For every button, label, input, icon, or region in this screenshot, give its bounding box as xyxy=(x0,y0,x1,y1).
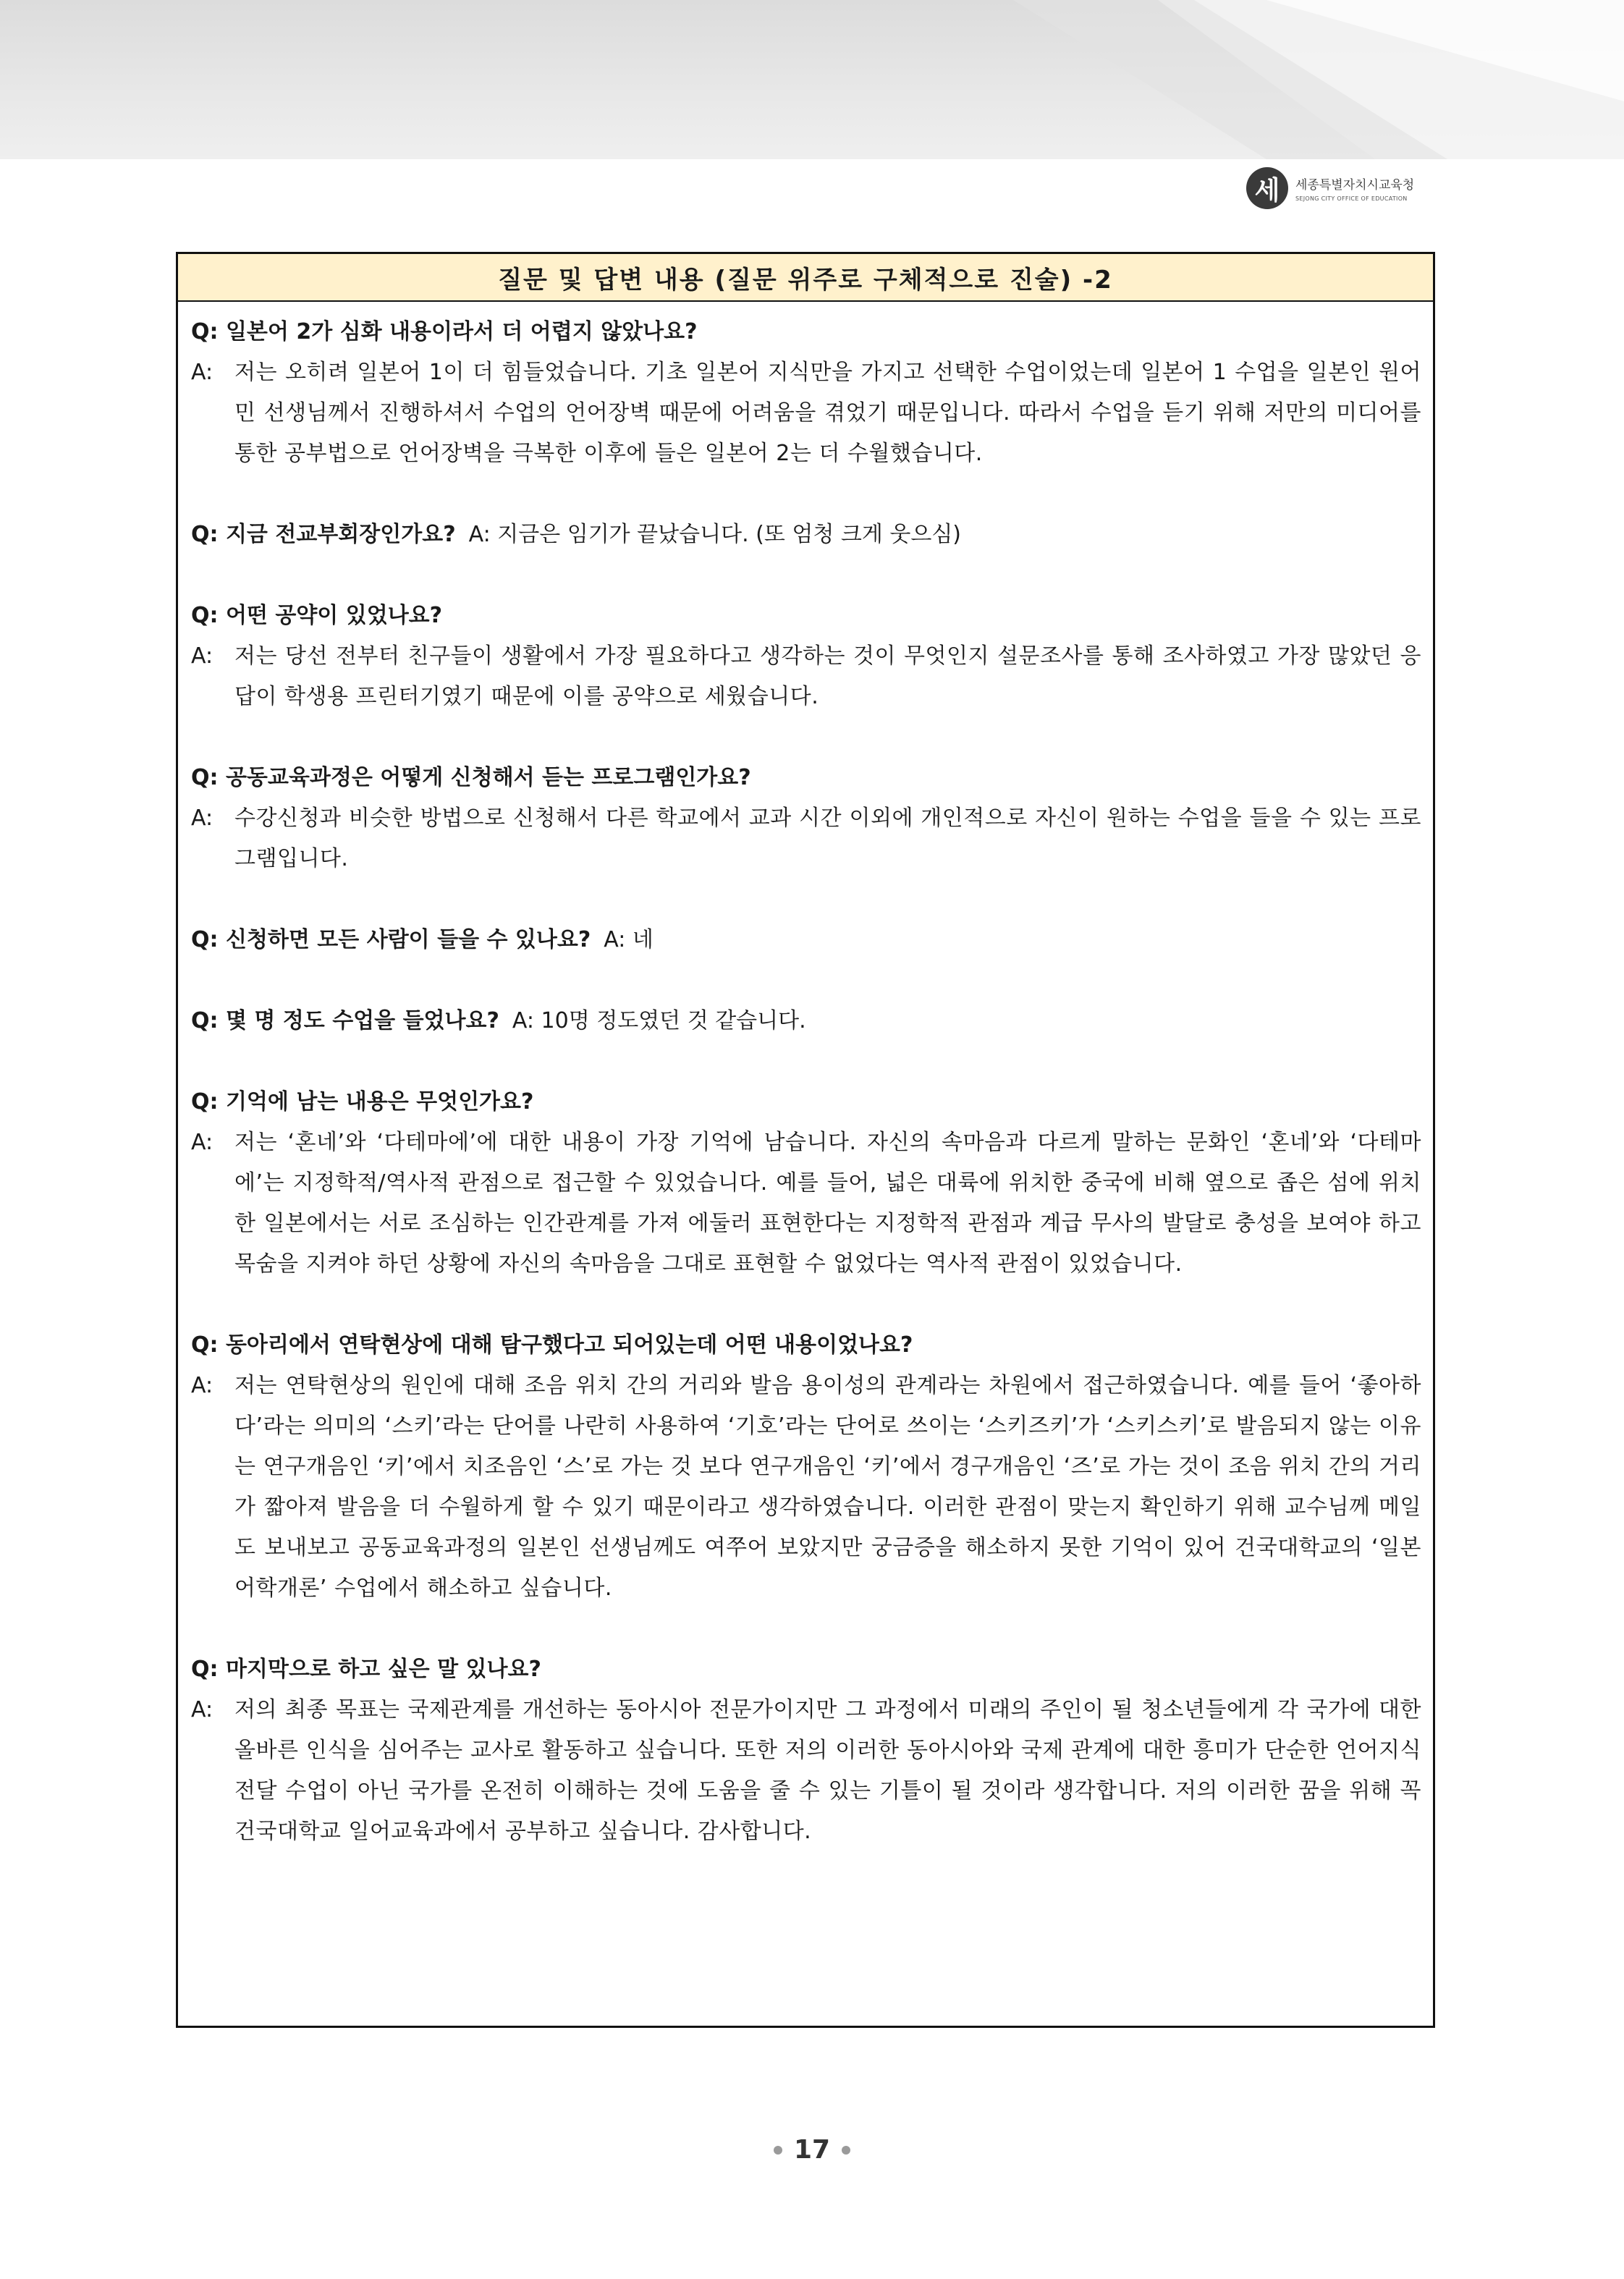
office-emblem-icon: 세 xyxy=(1246,167,1288,209)
answer-prefix: A: xyxy=(191,1373,213,1398)
qa-item xyxy=(191,1649,1421,1852)
office-logo xyxy=(1246,166,1414,210)
answer-text: 저는 당선 전부터 친구들이 생활에서 가장 필요하다고 생각하는 것이 무엇인지 설문조사를 통해 조사하였고 가장 많았던 응답이 학생용 프린터기였기 때문에 이를 공약으로 세웠습니다. xyxy=(234,643,1421,709)
page-number-text: 17 xyxy=(793,2135,831,2165)
answer-text: 저는 오히려 일본어 1이 더 힘들었습니다. 기초 일본어 지식만을 가지고 선택한 수업이었는데 일본어 1 수업을 일본인 원어민 선생님께서 진행하셔서 수업의 언어장벽 때문에 어려움을 겪었기 때문입니다. 따라서 수업을 듣기 위해 저만의 미디어를 통한 공부법으로 언어장벽을 극복한 이후에 들은 일본어 2는 더 수월했습니다. xyxy=(234,360,1421,466)
question-with-inline-answer xyxy=(191,1001,1421,1041)
answer xyxy=(191,798,1421,879)
logo-korean-text: 세종특별자치시교육청 xyxy=(1295,178,1415,193)
answer-text: 저의 최종 목표는 국제관계를 개선하는 동아시아 전문가이지만 그 과정에서 미래의 주인이 될 청소년들에게 각 국가에 대한 올바른 인식을 심어주는 교사로 활동하고 싶습니다. 또한 저의 이러한 동아시아와 국제 관계에 대한 흥미가 단순한 언어지식 전달 수업이 아닌 국가를 온전히 이해하는 것에 도움을 줄 수 있는 기틀이 될 것이라 생각합니다. 저의 이러한 꿈을 위해 꼭 건국대학교 일어교육과에서 공부하고 싶습니다. 감사합니다. xyxy=(234,1697,1421,1844)
answer xyxy=(191,1122,1421,1285)
qa-item xyxy=(191,515,1421,555)
answer-text: 저는 ‘혼네’와 ‘다테마에’에 대한 내용이 가장 기억에 남습니다. 자신의 속마음과 다르게 말하는 문화인 ‘혼네’와 ‘다테마에’는 지정학적/역사적 관점으로 접근할 수 있었습니다. 예를 들어, 넓은 대륙에 위치한 중국에 비해 옆으로 좁은 섬에 위치한 일본에서는 서로 조심하는 인간관계를 가져 에둘러 표현한다는 지정학적 관점과 계급 무사의 발달로 충성을 보여야 하고 목숨을 지켜야 하던 상황에 자신의 속마음을 그대로 표현할 수 없었다는 역사적 관점이 있었습니다. xyxy=(234,1130,1421,1277)
qa-item xyxy=(191,1325,1421,1609)
answer-prefix: A: xyxy=(191,360,213,385)
inline-answer: A: 네 xyxy=(604,927,654,952)
logo-english-text: SEJONG CITY OFFICE OF EDUCATION xyxy=(1295,195,1408,202)
qa-content xyxy=(178,302,1433,1852)
header-decoration xyxy=(0,0,1624,159)
question-with-inline-answer xyxy=(191,515,1421,555)
qa-item xyxy=(191,1001,1421,1041)
inline-answer: A: 10명 정도였던 것 같습니다. xyxy=(512,1008,806,1033)
page-dot-right xyxy=(842,2146,850,2155)
question: Q: 지금 전교부회장인가요? xyxy=(191,522,456,547)
header-band xyxy=(0,0,1624,159)
qa-item xyxy=(191,1082,1421,1285)
qa-box xyxy=(176,252,1435,2028)
question-with-inline-answer xyxy=(191,920,1421,960)
answer-text: 저는 연탁현상의 원인에 대해 조음 위치 간의 거리와 발음 용이성의 관계라는 차원에서 접근하였습니다. 예를 들어 ‘좋아하다’라는 의미의 ‘스키’라는 단어를 나란히 사용하여 ‘기호’라는 단어로 쓰이는 ‘스키즈키’가 ‘스키스키’로 발음되지 않는 이유는 연구개음인 ‘키’에서 치조음인 ‘스’로 가는 것 보다 연구개음인 ‘키’에서 경구개음인 ‘즈’로 가는 것이 조음 위치 간의 거리가 짧아져 발음을 더 수월하게 할 수 있기 때문이라고 생각하였습니다. 이러한 관점이 맞는지 확인하기 위해 교수님께 메일도 보내보고 공동교육과정의 일본인 선생님께도 여쭈어 보았지만 궁금증을 해소하지 못한 기억이 있어 건국대학교의 ‘일본어학개론’ 수업에서 해소하고 싶습니다. xyxy=(234,1373,1421,1601)
qa-item xyxy=(191,312,1421,474)
answer xyxy=(191,352,1421,474)
question: Q: 신청하면 모든 사람이 들을 수 있나요? xyxy=(191,927,591,952)
inline-answer: A: 지금은 임기가 끝났습니다. (또 엄청 크게 웃으심) xyxy=(468,522,962,547)
answer-text: 수강신청과 비슷한 방법으로 신청해서 다른 학교에서 교과 시간 이외에 개인적으로 자신이 원하는 수업을 들을 수 있는 프로그램입니다. xyxy=(234,806,1421,871)
question: Q: 어떤 공약이 있었나요? xyxy=(191,603,443,628)
qa-item xyxy=(191,920,1421,960)
answer-prefix: A: xyxy=(191,643,213,669)
question: Q: 마지막으로 하고 싶은 말 있나요? xyxy=(191,1657,541,1682)
question: Q: 일본어 2가 심화 내용이라서 더 어렵지 않았나요? xyxy=(191,319,698,344)
answer-prefix: A: xyxy=(191,1130,213,1155)
question: Q: 동아리에서 연탁현상에 대해 탐구했다고 되어있는데 어떤 내용이었나요? xyxy=(191,1332,913,1358)
question: Q: 기억에 남는 내용은 무엇인가요? xyxy=(191,1089,534,1115)
question: Q: 공동교육과정은 어떻게 신청해서 듣는 프로그램인가요? xyxy=(191,765,751,790)
answer xyxy=(191,1690,1421,1852)
answer-prefix: A: xyxy=(191,806,213,831)
box-title: 질문 및 답변 내용 (질문 위주로 구체적으로 진술) -2 xyxy=(178,254,1433,302)
qa-item xyxy=(191,596,1421,717)
page-number xyxy=(0,2135,1624,2165)
answer-prefix: A: xyxy=(191,1697,213,1722)
answer xyxy=(191,636,1421,717)
qa-item xyxy=(191,758,1421,879)
question: Q: 몇 명 정도 수업을 들었나요? xyxy=(191,1008,499,1033)
answer xyxy=(191,1366,1421,1609)
page-dot-left xyxy=(774,2146,782,2155)
